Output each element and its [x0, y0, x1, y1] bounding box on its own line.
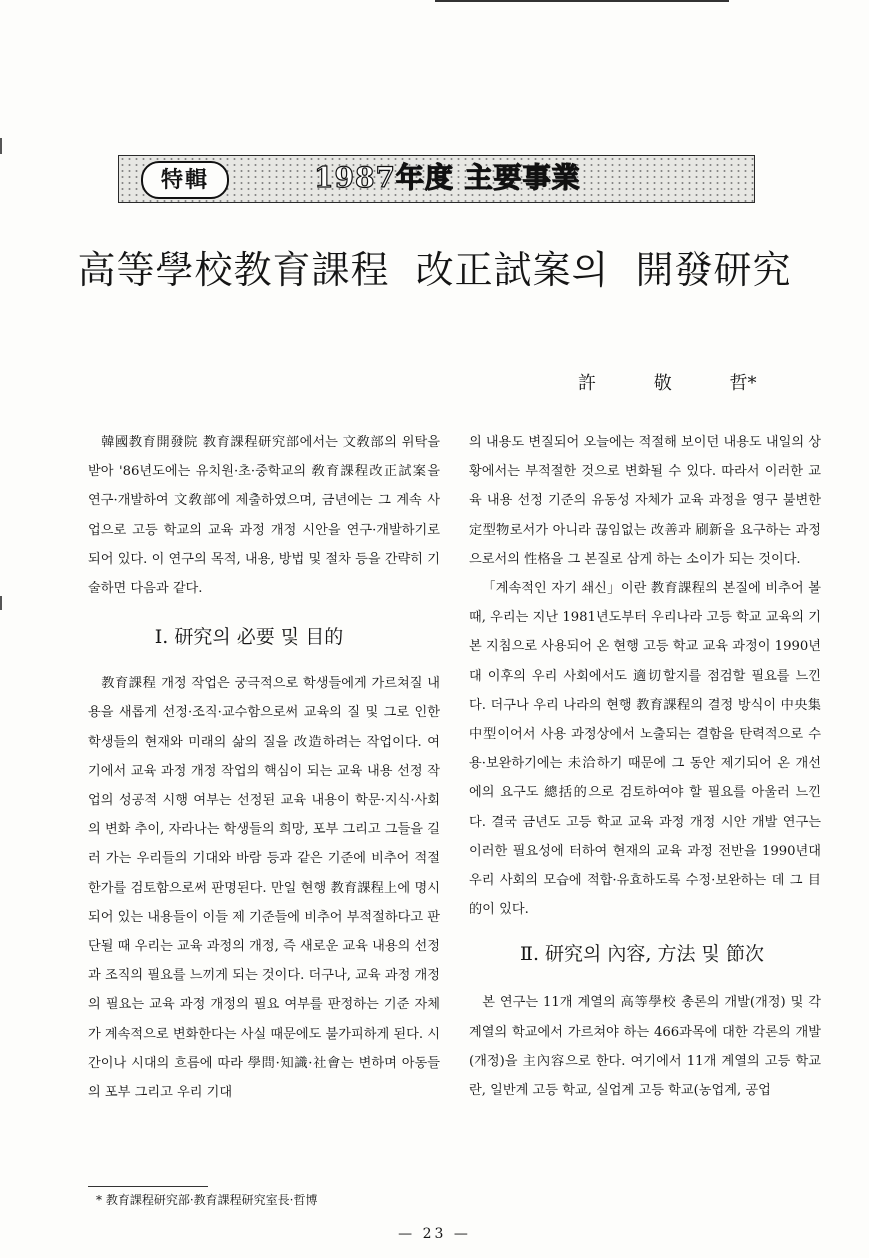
right-column [469, 428, 821, 1105]
banner-title: 1987年度 主要事業 [314, 161, 581, 194]
page-number: — 23 — [398, 1226, 471, 1242]
top-rule [435, 0, 729, 2]
section-1-paragraph: 教育課程 개정 작업은 궁극적으로 학생들에게 가르쳐질 내용을 새롭게 선정·조직·교수함으로써 교육의 질 및 그로 인한 학생들의 현재와 미래의 삶의 질을 改造하려는 작업이다. 여기에서 교육 과정 개정 작업의 핵심이 되는 교육 내용 선정 작업의 성공적 시행 여부는 선정된 교육 내용이 학문·지식·사회의 변화 추이, 자라나는 학생들의 희망, 포부 그리고 그들을 길러 가는 우리들의 기대와 바람 등과 같은 기준에 비추어 적절한가를 검토함으로써 판명된다. 만일 현행 教育課程上에 명시되어 있는 내용들이 이들 제 기준들에 비추어 부적절하다고 판단될 때 우리는 교육 과정의 개정, 즉 새로운 교육 내용의 선정과 조직의 필요를 느끼게 되는 것이다. 더구나, 교육 과정 개정의 필요는 교육 과정 개정의 필요 여부를 판정하는 기준 자체가 계속적으로 변화한다는 사실 때문에도 불가피하게 된다. 시간이나 시대의 흐름에 따라 學問·知識·社會는 변하며 아동들의 포부 그리고 우리 기대 [88, 676, 441, 1101]
footnote-rule [88, 1186, 208, 1187]
self-renewal-paragraph: 「계속적인 자기 쇄신」이란 教育課程의 본질에 비추어 볼 때, 우리는 지난 1981년도부터 우리나라 고등 학교 교육의 기본 지침으로 사용되어 온 현행 고등 학교 교육 과정이 1990년대 이후의 우리 사회에서도 適切할지를 점검할 필요를 느낀다. 더구나 우리 나라의 현행 教育課程의 결정 방식이 中央集中型이어서 사용 과정상에서 노출되는 결함을 탄력적으로 수용·보완하기에는 未洽하기 때문에 그 동안 제기되어 온 개선에의 요구도 總括的으로 검토하여야 할 필요를 아울러 느낀다. 결국 금년도 고등 학교 교육 과정 개정 시안 개발 연구는 이러한 필요성에 터하여 현재의 교육 과정 전반을 1990년대 우리 사회의 모습에 적합·유효하도록 수정·보완하는 데 그 目的이 있다. [469, 581, 821, 918]
margin-mark [0, 138, 2, 154]
article-title: 高等學校教育課程 改正試案의 開發研究 [77, 248, 792, 292]
margin-mark [0, 596, 2, 610]
continued-paragraph: 의 내용도 변질되어 오늘에는 적절해 보이던 내용도 내일의 상황에서는 부적절한 것으로 변화될 수 있다. 따라서 이러한 교육 내용 선정 기준의 유동성 자체가 교육 과정을 영구 불변한 定型物로서가 아니라 끊임없는 改善과 刷新을 요구하는 과정으로서의 性格을 그 본질로 삼게 하는 소이가 되는 것이다. [469, 435, 822, 567]
banner-tag: 特輯 [141, 161, 229, 199]
footnote: * 教育課程研究部·教育課程研究室長·哲博 [96, 1193, 318, 1207]
section-2-heading: Ⅱ. 研究의 內容, 方法 및 節次 [520, 943, 764, 966]
author: 許 敬 哲* [578, 373, 757, 394]
left-column [88, 428, 440, 1107]
section-1-heading: Ⅰ. 研究의 必要 및 目的 [154, 626, 344, 649]
section-2-paragraph: 본 연구는 11개 계열의 高等學校 총론의 개발(개정) 및 각 계열의 학교에서 가르쳐야 하는 466과목에 대한 각론의 개발(개정)을 主內容으로 한다. 여기에서 11개 계열의 고등 학교란, 일반계 고등 학교, 실업계 고등 학교(농업계, 공업 [469, 995, 821, 1099]
intro-paragraph: 韓國教育開發院 教育課程研究部에서는 文敎部의 위탁을 받아 '86년도에는 유치원·초·중학교의 敎育課程改正試案을 연구·개발하여 文敎部에 제출하였으며, 금년에는 그 계속 사업으로 고등 학교의 교육 과정 개정 시안을 연구·개발하기로 되어 있다. 이 연구의 목적, 내용, 방법 및 절차 등을 간략히 기술하면 다음과 같다. [88, 435, 440, 597]
special-feature-banner [118, 155, 755, 203]
